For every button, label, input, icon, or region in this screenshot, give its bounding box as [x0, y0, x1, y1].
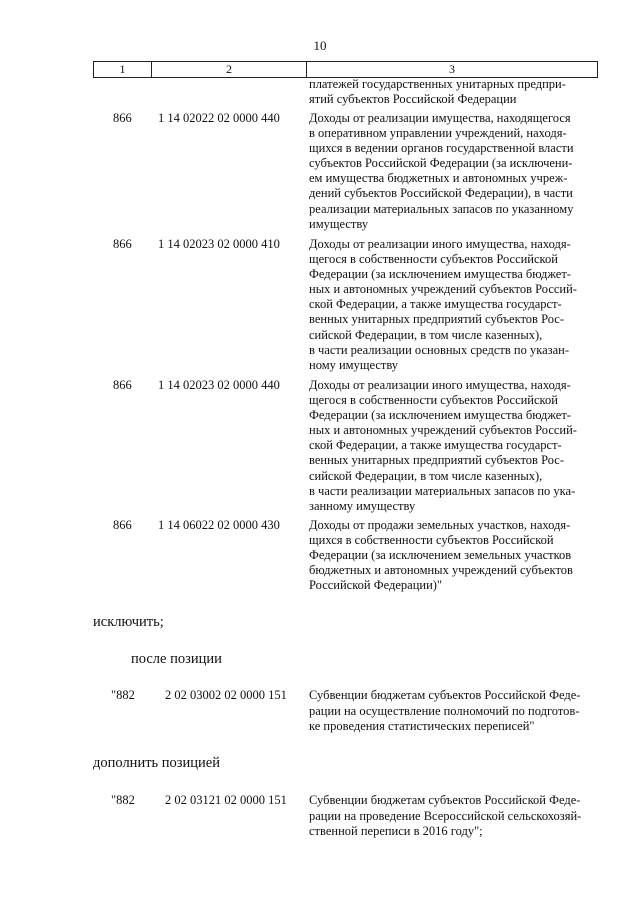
continued-line: ятий субъектов Российской Федерации: [309, 92, 517, 107]
description-line: субъектов Российской Федерации (за исключени-: [309, 156, 573, 171]
header-col-1: 1: [94, 62, 152, 77]
description-line: Доходы от реализации имущества, находящегося: [309, 111, 571, 125]
admin-code: "882: [111, 688, 135, 702]
header-col-2: 2: [152, 62, 307, 77]
description-line: Субвенции бюджетам субъектов Российской Феде-: [309, 688, 581, 702]
description-line: ных и автономных учреждений субъектов Россий-: [309, 423, 577, 438]
table-header: [93, 61, 598, 78]
description-line: имуществу: [309, 216, 369, 231]
description-line: щегося в собственности субъектов Российской: [309, 252, 558, 267]
position-description: [309, 793, 595, 840]
page-number: 10: [313, 38, 327, 53]
admin-code: 866: [113, 518, 132, 532]
description-line: венных унитарных предприятий субъектов Рос-: [309, 312, 564, 327]
continued-description: [309, 77, 595, 107]
description-line: щихся в ведении органов государственной власти: [309, 141, 574, 156]
admin-code: 866: [113, 111, 132, 125]
description-line: щихся в собственности субъектов Российской: [309, 533, 554, 548]
admin-code: 866: [113, 237, 132, 251]
description-line: ственной переписи в 2016 году";: [309, 824, 483, 838]
row-description: [309, 237, 595, 373]
description-line: занному имуществу: [309, 498, 416, 513]
description-line: ных и автономных учреждений субъектов Россий-: [309, 282, 577, 297]
description-line: ному имуществу: [309, 357, 399, 372]
continued-line: платежей государственных унитарных предпри-: [309, 77, 566, 91]
description-line: Субвенции бюджетам субъектов Российской Феде-: [309, 793, 581, 807]
kbk-code: 2 02 03121 02 0000 151: [165, 793, 287, 807]
instruction-exclude: исключить;: [93, 614, 164, 630]
description-line: Российской Федерации)": [309, 578, 443, 593]
row-description: [309, 111, 595, 232]
description-line: реализации материальных запасов по указанному: [309, 201, 574, 216]
description-line: Федерации (за исключением имущества бюджет-: [309, 267, 571, 282]
description-line: сийской Федерации, в том числе казенных),: [309, 468, 543, 483]
header-col-3: 3: [449, 62, 455, 76]
kbk-code: 1 14 06022 02 0000 430: [158, 518, 280, 532]
description-line: Доходы от реализации иного имущества, находя-: [309, 237, 571, 251]
kbk-code: 2 02 03002 02 0000 151: [165, 688, 287, 702]
description-line: Федерации (за исключением имущества бюджет-: [309, 408, 571, 423]
description-line: ем имущества бюджетных и автономных учреж-: [309, 171, 568, 186]
description-line: ке проведения статистических переписей": [309, 719, 535, 733]
description-line: рации на проведение Всероссийской сельскохозяй-: [309, 808, 582, 823]
description-line: сийской Федерации, в том числе казенных),: [309, 327, 543, 342]
description-line: в части реализации основных средств по указан-: [309, 342, 569, 357]
description-line: венных унитарных предприятий субъектов Рос-: [309, 453, 564, 468]
admin-code: 866: [113, 378, 132, 392]
kbk-code: 1 14 02023 02 0000 440: [158, 378, 280, 392]
description-line: ской Федерации, а также имущества государст-: [309, 297, 562, 312]
instruction-after-position: после позиции: [131, 651, 222, 667]
description-line: Доходы от продажи земельных участков, находя-: [309, 518, 571, 532]
description-line: щегося в собственности субъектов Российской: [309, 393, 558, 408]
admin-code: "882: [111, 793, 135, 807]
kbk-code: 1 14 02022 02 0000 440: [158, 111, 280, 125]
description-line: рации на осуществление полномочий по подготов-: [309, 703, 580, 718]
kbk-code: 1 14 02023 02 0000 410: [158, 237, 280, 251]
position-description: [309, 688, 595, 735]
description-line: в оперативном управлении учреждений, находя-: [309, 126, 567, 141]
instruction-add-position: дополнить позицией: [93, 755, 220, 771]
description-line: бюджетных и автономных учреждений субъектов: [309, 563, 573, 578]
row-description: [309, 518, 595, 593]
description-line: в части реализации материальных запасов по ука-: [309, 483, 576, 498]
description-line: дений субъектов Российской Федерации), в части: [309, 186, 573, 201]
description-line: ской Федерации, а также имущества государст-: [309, 438, 562, 453]
description-line: Федерации (за исключением земельных участков: [309, 548, 572, 563]
row-description: [309, 378, 595, 514]
description-line: Доходы от реализации иного имущества, находя-: [309, 378, 571, 392]
